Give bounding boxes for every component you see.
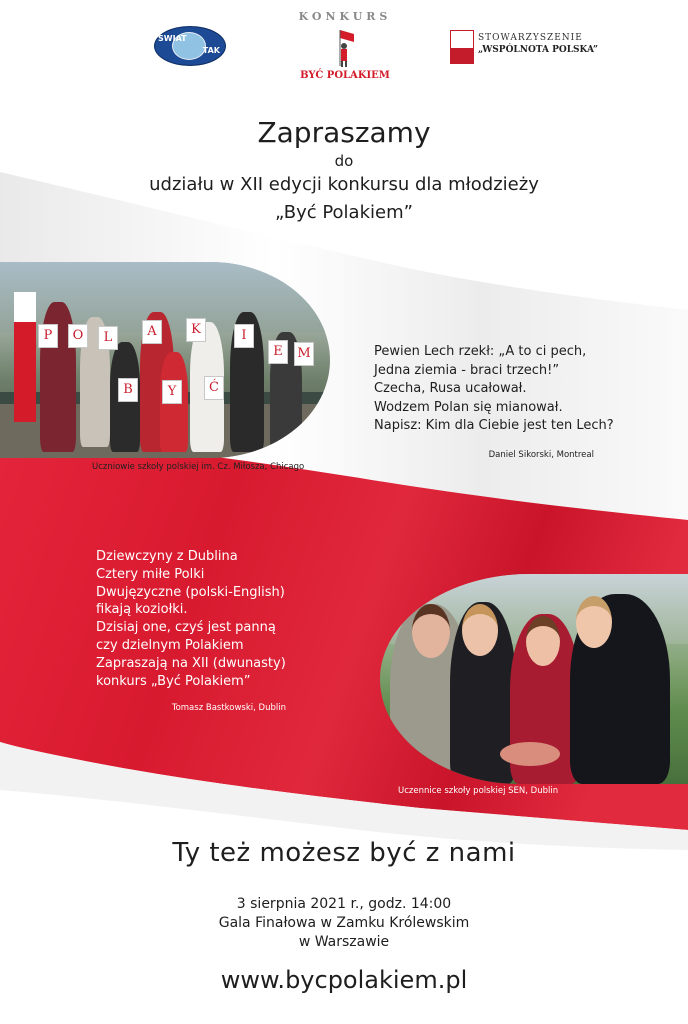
poem-line: konkurs „Być Polakiem” <box>96 673 251 689</box>
event-date: 3 sierpnia 2021 r., godz. 14:00 <box>236 896 452 912</box>
wp-line1: STOWARZYSZENIE <box>478 33 583 43</box>
heading-zapraszamy: Zapraszamy <box>257 116 431 149</box>
poem-line: Pewien Lech rzekł: „A to ci pech, <box>374 344 587 359</box>
poem-line: Jedna ziemia - braci trzech!” <box>374 362 560 378</box>
letter-card: B <box>118 378 138 402</box>
letter-card: M <box>294 342 314 366</box>
website-link[interactable]: www.bycpolakiem.pl <box>220 966 468 994</box>
poem-line: Dziewczyny z Dublina <box>96 549 238 564</box>
letter-card: P <box>38 324 58 348</box>
wp-line2: „WSPÓLNOTA POLSKA” <box>478 45 599 55</box>
heading-udzialu: udziału w XII edycji konkursu dla młodzieży <box>149 174 539 195</box>
logo-konkurs-text: KONKURS <box>298 10 392 23</box>
konkurs-byc-polakiem-logo <box>290 10 400 82</box>
letter-card: Y <box>162 380 182 404</box>
logo-polakiem-text: POLAKIEM <box>326 70 390 81</box>
poem-author: Daniel Sikorski, Montreal <box>488 449 594 460</box>
swiat-tak-logo <box>154 26 226 66</box>
letter-card: K <box>186 318 206 342</box>
wp-flag-icon <box>450 30 474 64</box>
poem-line: Czecha, Rusa ucałował. <box>374 381 527 396</box>
logo-tak-text: TAK <box>202 46 220 55</box>
heading-do: do <box>334 152 354 170</box>
poem-line: Zapraszają na XII (dwunasty) <box>96 655 286 671</box>
caption-chicago: Uczniowie szkoły polskiej im. Cz. Miłosza, Chicago <box>92 462 305 472</box>
flag-bearer-icon <box>334 28 356 68</box>
poem-line: Wodzem Polan się mianował. <box>374 399 563 415</box>
poem-line: Cztery miłe Polki <box>96 566 205 582</box>
letter-card: O <box>68 324 88 348</box>
logo-konkurs-bottom <box>290 70 400 81</box>
poem-line: fikają koziołki. <box>96 602 188 618</box>
photo-dublin-girls <box>380 574 688 784</box>
poem-author: Tomasz Bastkowski, Dublin <box>171 703 286 714</box>
poem-line: Dzisiaj one, czyś jest panną <box>96 620 276 636</box>
letter-card: A <box>142 320 162 344</box>
letter-card: L <box>98 326 118 350</box>
poem-line: Napisz: Kim dla Ciebie jest ten Lech? <box>374 418 614 433</box>
heading-byc-polakiem: „Być Polakiem” <box>275 202 413 223</box>
poem-dublin <box>96 548 286 718</box>
logo-swiat-text: ŚWIAT <box>158 34 187 43</box>
letter-card: Ć <box>204 376 224 400</box>
event-name: Gala Finałowa w Zamku Królewskim <box>218 915 470 931</box>
slogan: Ty też możesz być z nami <box>172 838 516 868</box>
event-place: w Warszawie <box>298 934 390 950</box>
poem-line: Dwujęzyczne (polski-English) <box>96 584 285 600</box>
poem-line: czy dzielnym Polakiem <box>96 637 244 653</box>
caption-dublin: Uczennice szkoły polskiej SEN, Dublin <box>398 786 559 796</box>
letter-card: I <box>234 324 254 348</box>
photo-chicago-students <box>0 262 330 458</box>
letter-card: E <box>268 340 288 364</box>
poem-montreal <box>374 343 614 464</box>
wspolnota-polska-logo <box>450 30 600 64</box>
logo-byc-text: BYĆ <box>300 70 324 81</box>
